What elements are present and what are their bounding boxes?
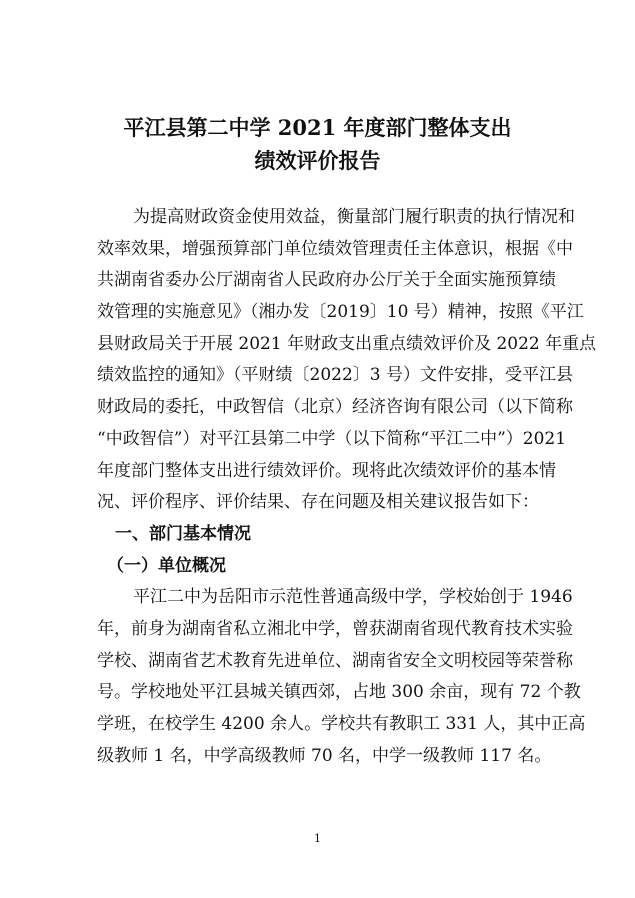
text-line: 效率效果，增强预算部门单位绩效管理责任主体意识，根据《中 <box>97 238 573 259</box>
section-heading: 一、部门基本情况 <box>115 523 251 544</box>
text-line: 平江二中为岳阳市示范性普通高级中学，学校始创于 1946 <box>133 587 573 608</box>
report-title-line1: 平江县第二中学 2021 年度部门整体支出 <box>123 115 512 140</box>
text-line: 况、评价程序、评价结果、存在问题及相关建议报告如下： <box>97 492 539 513</box>
text-line: 号。学校地处平江县城关镇西郊，占地 300 余亩，现有 72 个教 <box>97 682 581 703</box>
text-line: 学班，在校学生 4200 余人。学校共有教职工 331 人，其中正高 <box>97 714 586 734</box>
document-body <box>97 202 597 772</box>
report-title-line2: 绩效评价报告 <box>254 148 381 173</box>
text-line: 年度部门整体支出进行绩效评价。现将此次绩效评价的基本情 <box>97 460 556 481</box>
page-number: 1 <box>314 832 321 845</box>
text-line: “中政智信”）对平江县第二中学（以下简称“平江二中”）2021 <box>97 428 567 449</box>
text-line: 级教师 1 名，中学高级教师 70 名，中学一级教师 117 名。 <box>97 745 552 766</box>
text-line: 效管理的实施意见》（湘办发〔2019〕10 号）精神，按照《平江 <box>97 302 584 323</box>
text-line: 学校、湖南省艺术教育先进单位、湖南省安全文明校园等荣誉称 <box>97 650 573 671</box>
subsection-heading: （一）单位概况 <box>107 555 226 576</box>
text-line: 年，前身为湖南省私立湘北中学，曾获湖南省现代教育技术实验 <box>97 618 573 639</box>
text-line: 财政局的委托，中政智信（北京）经济咨询有限公司（以下简称 <box>97 397 573 418</box>
text-line: 共湖南省委办公厅湖南省人民政府办公厅关于全面实施预算绩 <box>97 270 556 291</box>
text-line: 县财政局关于开展 2021 年财政支出重点绩效评价及 2022 年重点 <box>97 333 597 354</box>
overview-paragraph <box>97 582 586 772</box>
text-line: 绩效监控的通知》（平财绩〔2022〕3 号）文件安排，受平江县 <box>97 365 573 386</box>
intro-paragraph <box>97 202 597 519</box>
text-line: 为提高财政资金使用效益，衡量部门履行职责的执行情况和 <box>133 207 575 227</box>
